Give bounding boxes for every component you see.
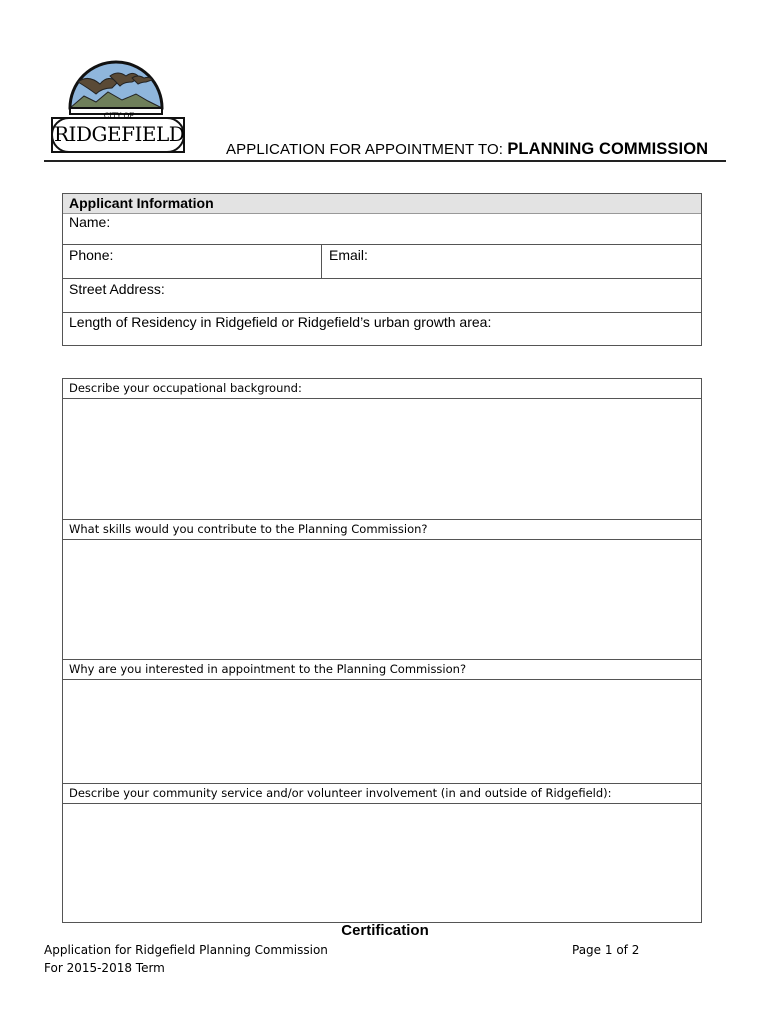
community-service-answer-area[interactable]: [63, 804, 701, 924]
name-label: Name:: [69, 214, 111, 230]
residency-field[interactable]: [63, 313, 701, 347]
email-label: Email:: [329, 247, 368, 263]
name-field[interactable]: [63, 214, 701, 245]
street-address-field[interactable]: [63, 279, 701, 313]
title-strong: PLANNING COMMISSION: [507, 140, 709, 158]
logo-name: RIDGEFIELD: [54, 122, 185, 146]
certification-heading: Certification: [341, 922, 429, 939]
city-logo: [44, 52, 194, 158]
footer-term: For 2015-2018 Term: [44, 961, 165, 975]
residency-label: Length of Residency in Ridgefield or Ridgefield’s urban growth area:: [69, 314, 492, 330]
logo-city-of: CITY OF: [103, 112, 135, 120]
header-divider: [44, 160, 726, 162]
phone-label: Phone:: [69, 247, 114, 263]
applicant-info-table: [62, 193, 702, 346]
street-address-label: Street Address:: [69, 281, 165, 297]
page-title: [226, 140, 708, 159]
occupation-answer-area[interactable]: [63, 399, 701, 520]
footer-form-name: Application for Ridgefield Planning Commission: [44, 943, 328, 957]
skills-question: What skills would you contribute to the Planning Commission?: [63, 520, 701, 540]
interest-answer-area[interactable]: [63, 680, 701, 784]
applicant-info-heading: Applicant Information: [63, 194, 701, 214]
interest-question: Why are you interested in appointment to the Planning Commission?: [63, 660, 701, 680]
occupation-question: Describe your occupational background:: [63, 379, 701, 399]
contact-divider: [321, 245, 322, 278]
contact-row: [63, 245, 701, 279]
skills-answer-area[interactable]: [63, 540, 701, 660]
footer-page-number: Page 1 of 2: [572, 943, 640, 957]
title-prefix: APPLICATION FOR APPOINTMENT TO:: [226, 141, 504, 158]
community-service-question: Describe your community service and/or volunteer involvement (in and outside of Ridgefield):: [63, 784, 701, 804]
questions-table: [62, 378, 702, 923]
